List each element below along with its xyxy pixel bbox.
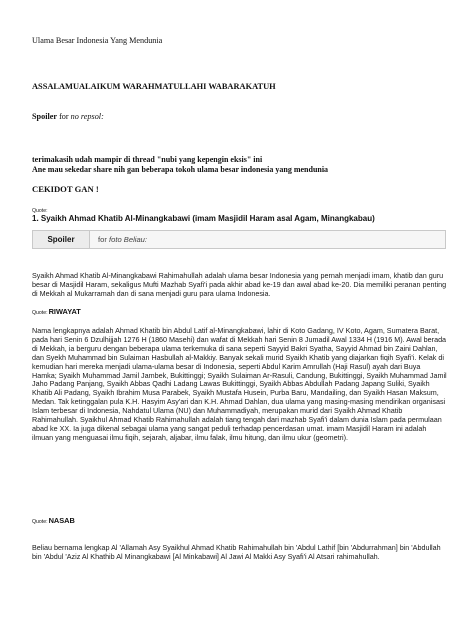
- paragraph-riwayat: Nama lengkapnya adalah Ahmad Khatib bin Abdul Latif al-Minangkabawi, lahir di Koto Gadang, IV Koto, Agam, Sumatera Barat, pada hari Senin 6 Dzulhijjah 1276 H (1860 Masehi) dan wafat di Mekkah hari Senin 8 Jumadil Awal 1334 H (1916 M). Awal berada di Mekkah, ia berguru dengan beberapa ulama terkemuka di sana seperti Sayyid Bakri Syatha, Sayyid Ahmad bin Zaini Dahlan, dan Syekh Muhammad bin Sulaiman Hasbullah al-Makkiy. Banyak sekali murid Syaikh Khatib yang diajarkan fiqih Syafi'i. Kelak di kemudian hari mereka menjadi ulama-ulama besar di Indonesia, seperti Abdul Karim Amrullah (Haji Rasul) ayah dari Buya Hamka; Syaikh Muhammad Jamil Jambek, Bukittinggi; Syaikh Sulaiman Ar-Rasuli, Candung, Bukittinggi, Syaikh Muhammad Jamil Jaho Padang Panjang, Syaikh Abbas Qadhi Ladang Lawas Bukittinggi, Syaikh Abbas Abdullah Padang Japang Suliki, Syaikh Khatib Ali Padang, Syaikh Ibrahim Musa Parabek, Syaikh Mustafa Husein, Purba Baru, Mandailing, dan Syaikh Hasan Maksum, Medan. Tak ketinggalan pula K.H. Hasyim Asy'ari dan K.H. Ahmad Dahlan, dua ulama yang masing-masing mendirikan organisasi Islam terbesar di Indonesia, Nahdatul Ulama (NU) dan Muhammadiyah, merupakan murid dari Syaikh Ahmad Khatib Rahimahullah. Syaikhul Ahmad Khatib Rahimahullah adalah tiang tengah dari mazhab Syafi'i dalam dunia Islam pada permulaan abad ke XX. Ia juga dikenal sebagai ulama yang sangat peduli terhadap pencerdasan umat. imam Masjidil Haram ini adalah ilmuan yang menguasai ilmu fiqih, sejarah, aljabar, ilmu falak, ilmu hitung, dan ilmu ukur (geometri).: [32, 326, 447, 442]
- spoiler-box: [32, 230, 446, 249]
- spoiler-box-caption: [98, 231, 147, 248]
- spoiler-intro-label[interactable]: Spoiler: [32, 112, 58, 121]
- cekidot-heading: CEKIDOT GAN !: [32, 184, 99, 194]
- quote-riwayat-label: Quote:: [32, 310, 48, 316]
- paragraph-nasab: Beliau bernama lengkap Al 'Allamah Asy Syaikhul Ahmad Khatib Rahimahullah bin 'Abdul Lathif [bin 'Abdurrahman] bin 'Abdullah bin 'Abdul 'Aziz Al Khathib Al Minangkabawi [Al Minkabawi] Al Jawi Al Makki Asy Syafi'i Al Atsari rahimahullah.: [32, 543, 441, 561]
- spoiler-intro: [32, 112, 104, 121]
- quote-ulama-1: [32, 208, 442, 227]
- thanks-line-1: terimakasih udah mampir di thread "nubi yang kepengin eksis" ini: [32, 155, 263, 164]
- spoiler-intro-for: for: [59, 112, 69, 121]
- quote-riwayat-heading: [32, 307, 81, 316]
- quote-nasab-label: Quote:: [32, 519, 48, 525]
- spoiler-intro-note: no repsol:: [70, 112, 104, 121]
- spoiler-button[interactable]: Spoiler: [33, 231, 90, 248]
- thanks-line-2: Ane mau sekedar share nih gan beberapa tokoh ulama besar indonesia yang mendunia: [32, 165, 329, 174]
- quote-nasab-heading: [32, 516, 75, 525]
- thanks-block: [32, 155, 328, 175]
- paragraph-intro: Syaikh Ahmad Khatib Al-Minangkabawi Rahimahullah adalah ulama besar Indonesia yang pernah menjadi imam, khatib dan guru besar di Masjidil Haram, sekaligus Mufti Mazhab Syafi'i pada akhir abad ke-19 dan awal abad ke-20. Dia memiliki peranan penting di Mekkah al Mukarramah dan di sana menjadi guru para ulama Indonesia.: [32, 271, 447, 298]
- spoiler-box-for: for: [98, 235, 107, 244]
- document-title: Ulama Besar Indonesia Yang Mendunia: [32, 36, 163, 45]
- quote-ulama-1-text: 1. Syaikh Ahmad Khatib Al-Minangkabawi (imam Masjidil Haram asal Agam, Minangkabau): [32, 214, 375, 223]
- quote-nasab-title: NASAB: [48, 516, 75, 525]
- spoiler-box-note: foto Beliau:: [109, 235, 147, 244]
- quote-label: Quote:: [32, 208, 48, 214]
- greeting-heading: ASSALAMUALAIKUM WARAHMATULLAHI WABARAKATUH: [32, 82, 276, 91]
- quote-riwayat-title: RIWAYAT: [48, 307, 81, 316]
